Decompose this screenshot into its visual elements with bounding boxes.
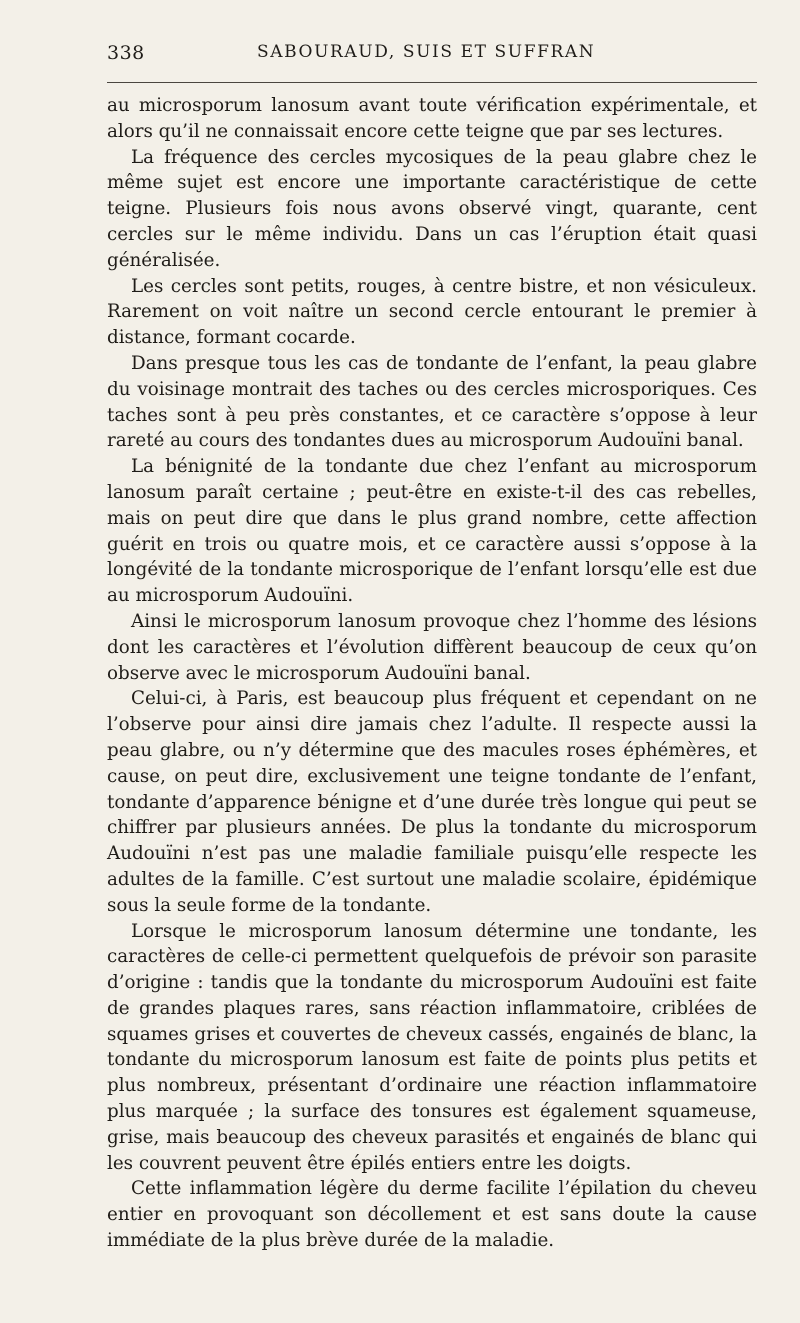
body-text	[107, 93, 757, 1254]
paragraph-continuation: au microsporum lanosum avant toute vérification expérimentale, et alors qu’il ne connaissait encore cette teigne que par ses lectures.	[107, 95, 757, 142]
page-header	[107, 40, 757, 74]
paragraph: La bénignité de la tondante due chez l’enfant au microsporum lanosum paraît certaine ; peut-être en existe-t-il des cas rebelles, mais on peut dire que dans le plus grand nombre, cette affection guérit en trois ou quatre mois, et ce caractère aussi s’oppose à la longévité de la tondante microsporique de l’enfant lorsqu’elle est due au microsporum Audouïni.	[107, 456, 757, 607]
paragraph: La fréquence des cercles mycosiques de la peau glabre chez le même sujet est encore une importante caractéristique de cette teigne. Plusieurs fois nous avons observé vingt, quarante, cent cercles sur le même individu. Dans un cas l’éruption était quasi généralisée.	[107, 146, 757, 271]
paragraph: Celui-ci, à Paris, est beaucoup plus fréquent et cependant on ne l’observe pour ainsi dire jamais chez l’adulte. Il respecte aussi la peau glabre, ou n’y détermine que des macules roses éphémères, et cause, on peut dire, exclusivement une teigne tondante de l’enfant, tondante d’apparence bénigne et d’une durée très longue qui peut se chiffrer par plusieurs années. De plus la tondante du microsporum Audouïni n’est pas une maladie familiale puisqu’elle respecte les adultes de la famille. C’est surtout une maladie scolaire, épidémique sous la seule forme de la tondante.	[107, 688, 757, 916]
paragraph: Cette inflammation légère du derme facilite l’épilation du cheveu entier en provoquant son décollement et est sans doute la cause immédiate de la plus brève durée de la maladie.	[107, 1178, 757, 1252]
page-number: 338	[107, 42, 145, 64]
running-head: SABOURAUD, SUIS ET SUFFRAN	[257, 42, 596, 62]
paragraph: Ainsi le microsporum lanosum provoque chez l’homme des lésions dont les caractères et l’évolution diffèrent beaucoup de ceux qu’on observe avec le microsporum Audouïni banal.	[107, 610, 757, 684]
paragraph: Dans presque tous les cas de tondante de l’enfant, la peau glabre du voisinage montrait des taches ou des cercles microsporiques. Ces taches sont à peu près constantes, et ce caractère s’oppose à leur rareté au cours des tondantes dues au microsporum Audouïni banal.	[107, 352, 757, 452]
paragraph: Les cercles sont petits, rouges, à centre bistre, et non vésiculeux. Rarement on voit naître un second cercle entourant le premier à distance, formant cocarde.	[107, 275, 757, 349]
header-rule	[107, 82, 757, 83]
paragraph: Lorsque le microsporum lanosum détermine une tondante, les caractères de celle-ci permettent quelquefois de prévoir son parasite d’origine : tandis que la tondante du microsporum Audouïni est faite de grandes plaques rares, sans réaction inflammatoire, criblées de squames grises et couvertes de cheveux cassés, engainés de blanc, la tondante du microsporum lanosum est faite de points plus petits et plus nombreux, présentant d’ordinaire une réaction inflammatoire plus marquée ; la surface des tonsures est également squameuse, grise, mais beaucoup des cheveux parasités et engainés de blanc qui les couvrent peuvent être épilés entiers entre les doigts.	[107, 920, 757, 1174]
